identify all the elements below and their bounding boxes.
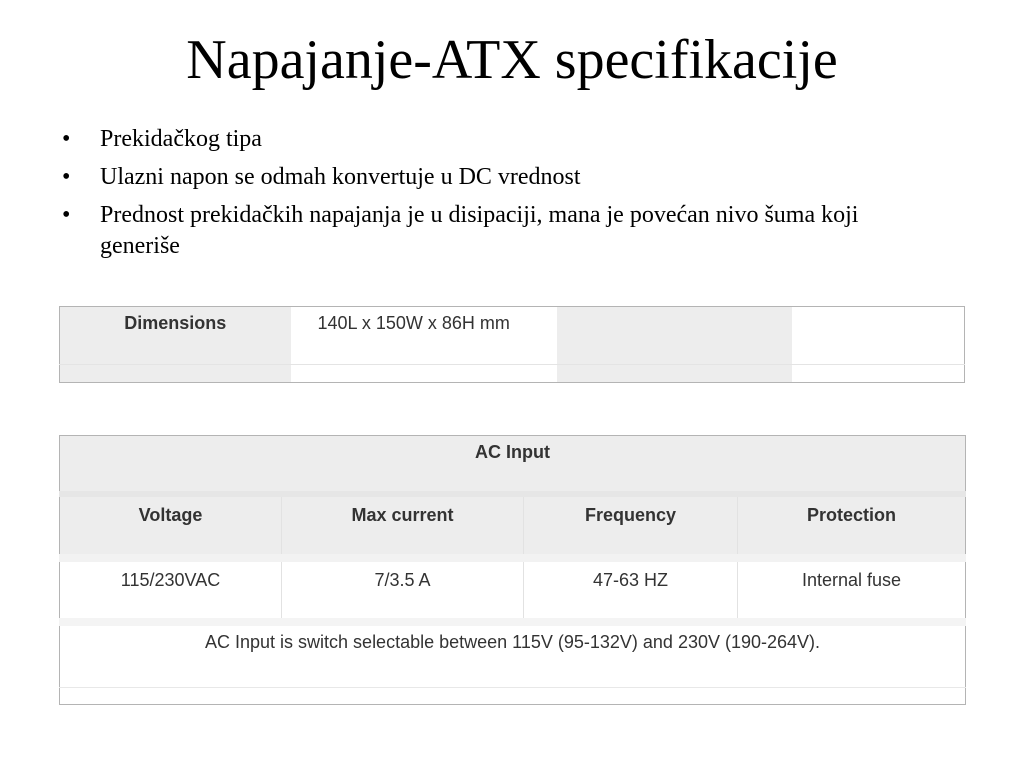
empty-cell: [291, 365, 557, 383]
column-header-frequency: Frequency: [524, 494, 738, 558]
table-row: [60, 307, 965, 365]
bullet-icon: •: [62, 164, 71, 190]
ac-input-table: [59, 435, 966, 705]
cell-max-current: 7/3.5 A: [282, 558, 524, 622]
dimensions-value: 140L x 150W x 86H mm: [291, 307, 557, 365]
ac-input-note: AC Input is switch selectable between 115V (95-132V) and 230V (190-264V).: [60, 622, 966, 688]
empty-cell: [792, 307, 965, 365]
dimensions-label: Dimensions: [60, 307, 291, 365]
table-row: [60, 436, 966, 494]
empty-cell: [792, 365, 965, 383]
bullet-text: Ulazni napon se odmah konvertuje u DC vrednost: [100, 164, 581, 190]
table-row: [60, 558, 966, 622]
cell-voltage: 115/230VAC: [60, 558, 282, 622]
bullet-text: Prednost prekidačkih napajanja je u disipaciji, mana je povećan nivo šuma koji generiše: [100, 202, 859, 259]
bullet-item: [62, 162, 922, 193]
dimensions-table: [59, 306, 965, 383]
empty-cell: [60, 688, 966, 705]
bullet-item: [62, 200, 922, 262]
ac-input-header: AC Input: [60, 436, 966, 494]
bullet-list: [62, 124, 922, 269]
cell-protection: Internal fuse: [738, 558, 966, 622]
table-row: [60, 365, 965, 383]
column-header-max-current: Max current: [282, 494, 524, 558]
cell-frequency: 47-63 HZ: [524, 558, 738, 622]
empty-cell: [557, 365, 792, 383]
column-header-protection: Protection: [738, 494, 966, 558]
table-header-row: [60, 494, 966, 558]
slide-title: Napajanje-ATX specifikacije: [186, 29, 838, 91]
empty-cell: [60, 365, 291, 383]
bullet-item: [62, 124, 922, 155]
table-row: [60, 688, 966, 705]
empty-cell: [557, 307, 792, 365]
bullet-text: Prekidačkog tipa: [100, 126, 262, 152]
table-row: [60, 622, 966, 688]
column-header-voltage: Voltage: [60, 494, 282, 558]
bullet-icon: •: [62, 126, 71, 152]
bullet-icon: •: [62, 202, 71, 228]
